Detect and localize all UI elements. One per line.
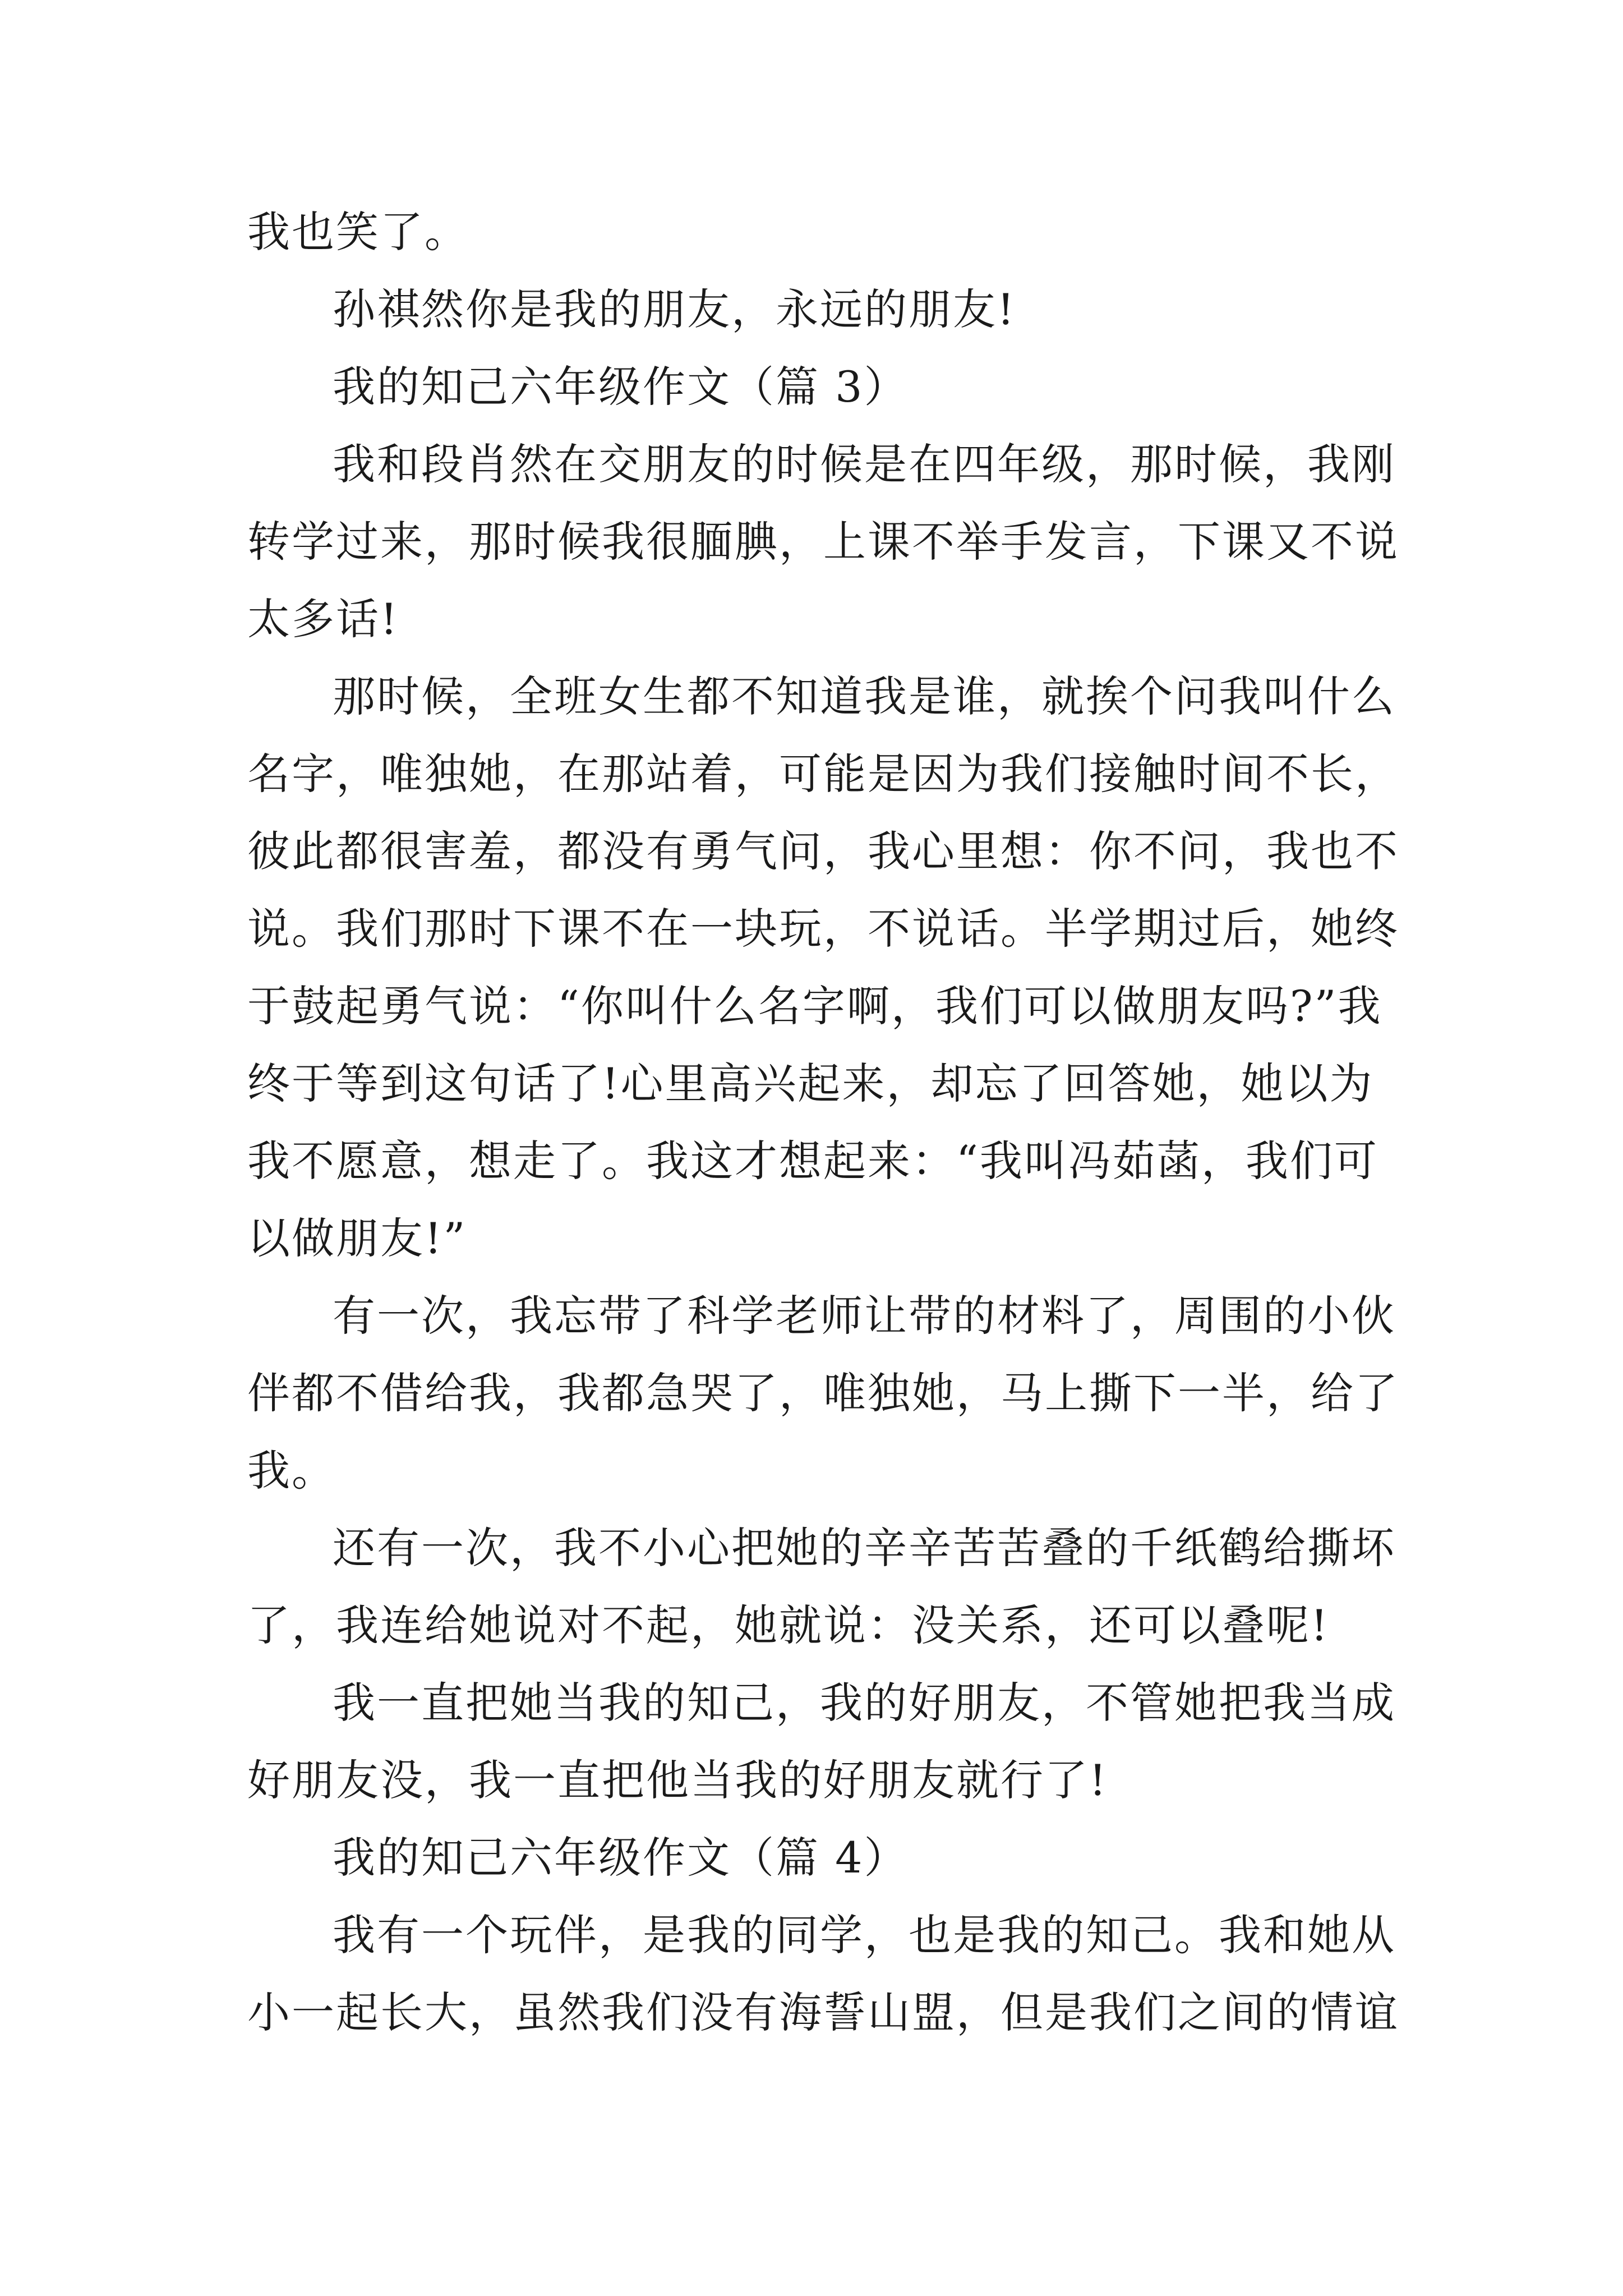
text-line: 我的知己六年级作文（篇 4） bbox=[333, 1833, 909, 1883]
text-line: 说。我们那时下课不在一块玩，不说话。半学期过后，她终 bbox=[247, 904, 1399, 954]
text-line: 名字，唯独她，在那站着，可能是因为我们接触时间不长， bbox=[247, 749, 1399, 799]
text-line: 有一次，我忘带了科学老师让带的材料了，周围的小伙 bbox=[333, 1291, 1396, 1341]
text-line: 孙祺然你是我的朋友，永远的朋友! bbox=[333, 284, 1016, 334]
text-line: 伴都不借给我，我都急哭了，唯独她，马上撕下一半，给了 bbox=[247, 1368, 1399, 1418]
text-line: 还有一次，我不小心把她的辛辛苦苦叠的千纸鹤给撕坏 bbox=[333, 1523, 1396, 1573]
essay-text bbox=[247, 194, 1399, 2051]
text-line: 好朋友没，我一直把他当我的好朋友就行了! bbox=[247, 1755, 1108, 1805]
text-line: 太多话! bbox=[247, 594, 399, 644]
text-line: 我有一个玩伴，是我的同学，也是我的知己。我和她从 bbox=[333, 1910, 1396, 1960]
text-line: 终于等到这句话了!心里高兴起来，却忘了回答她，她以为 bbox=[247, 1059, 1374, 1108]
text-line: 我的知己六年级作文（篇 3） bbox=[333, 362, 909, 412]
text-line: 以做朋友!” bbox=[247, 1213, 467, 1263]
text-line: 那时候，全班女生都不知道我是谁，就挨个问我叫什么 bbox=[333, 671, 1396, 721]
text-line: 彼此都很害羞，都没有勇气问，我心里想：你不问，我也不 bbox=[247, 826, 1399, 876]
text-line: 我一直把她当我的知己，我的好朋友，不管她把我当成 bbox=[333, 1678, 1396, 1728]
text-line: 了，我连给她说对不起，她就说：没关系，还可以叠呢! bbox=[247, 1600, 1330, 1650]
text-line: 于鼓起勇气说：“你叫什么名字啊，我们可以做朋友吗?”我 bbox=[247, 981, 1382, 1031]
text-line: 我也笑了。 bbox=[247, 207, 469, 257]
text-line: 转学过来，那时候我很腼腆，上课不举手发言，下课又不说 bbox=[247, 517, 1399, 567]
text-line: 我不愿意，想走了。我这才想起来：“我叫冯茹菡，我们可 bbox=[247, 1136, 1378, 1186]
text-line: 我。 bbox=[247, 1446, 336, 1496]
text-line: 小一起长大，虽然我们没有海誓山盟，但是我们之间的情谊 bbox=[247, 1987, 1399, 2037]
text-line: 我和段肖然在交朋友的时候是在四年级，那时候，我刚 bbox=[333, 439, 1396, 489]
